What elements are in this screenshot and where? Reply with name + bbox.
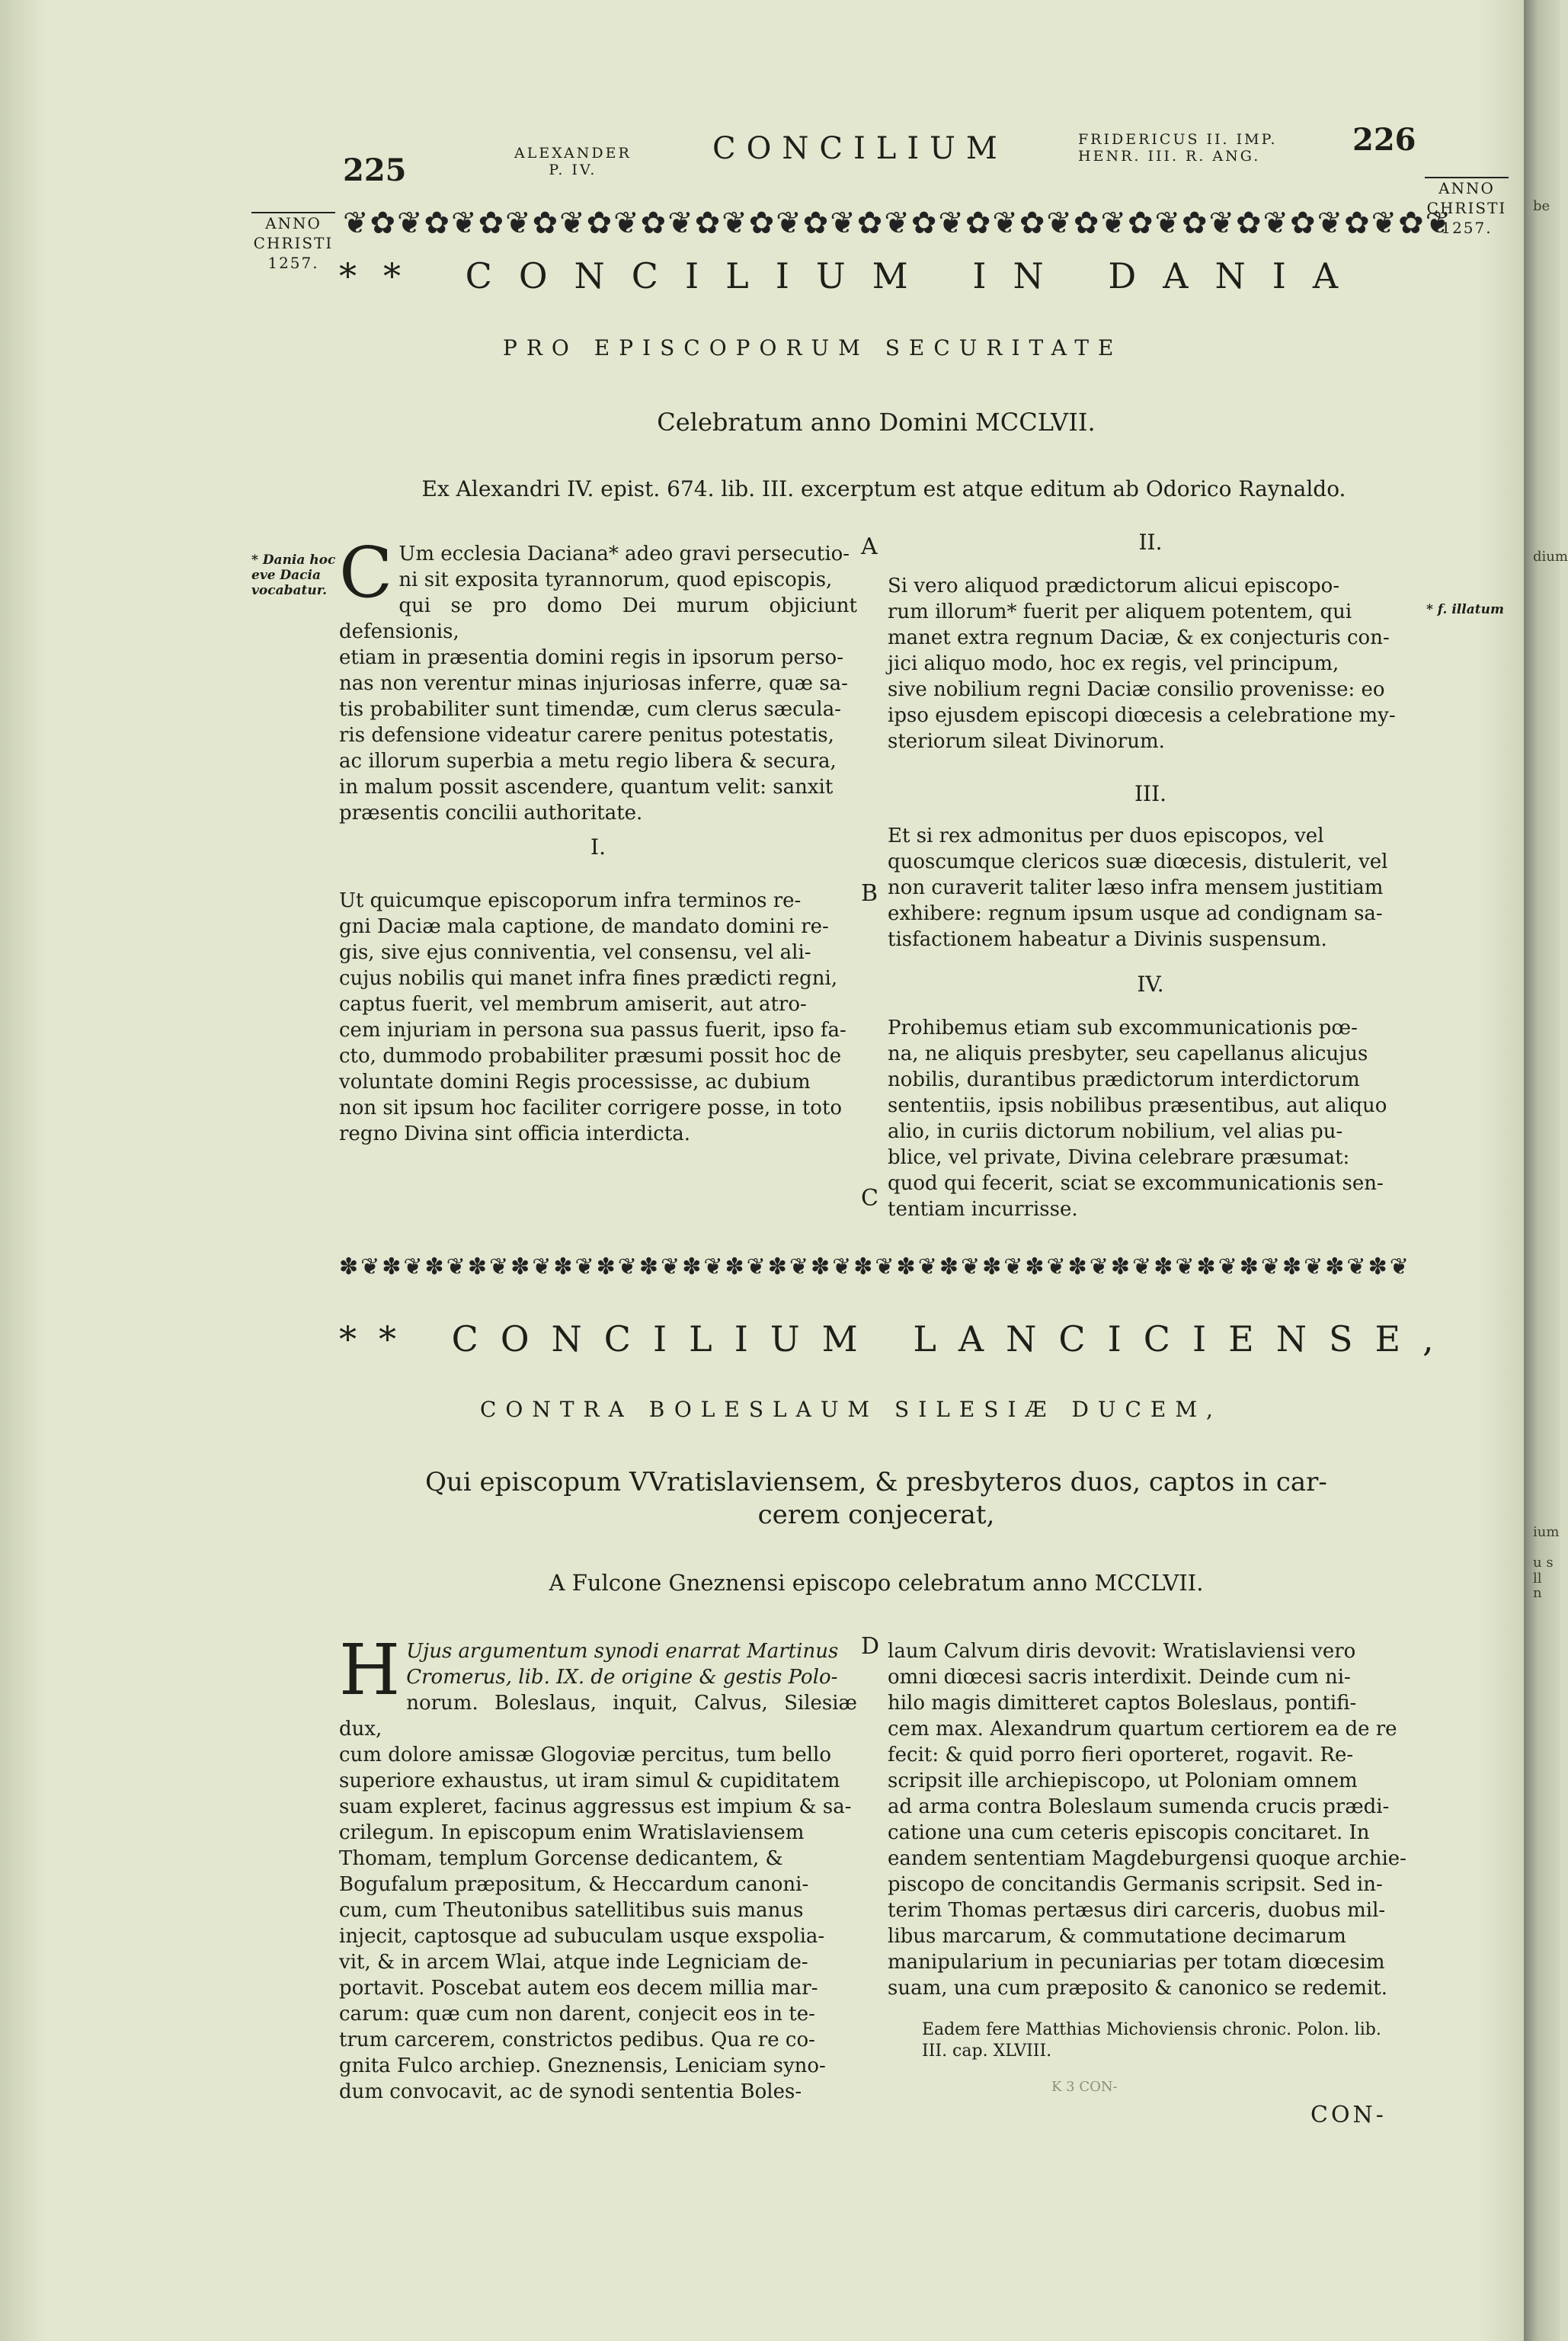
canon-number-4: IV. — [1137, 972, 1164, 997]
text-line: non curaverit taliter læso infra mensem justitiam — [888, 876, 1384, 899]
text-line: laum Calvum diris devovit: Wratislaviensi vero — [888, 1640, 1356, 1663]
anno-year: 1257. — [267, 254, 319, 272]
text-line: alio, in curiis dictorum nobilium, vel alias pu- — [888, 1120, 1343, 1143]
text-line: regno Divina sint officia interdicta. — [339, 1122, 691, 1145]
section-subtitle-lanciciense: CONTRA BOLESLAUM SILESIÆ DUCEM, — [480, 1397, 1222, 1422]
text-line: suam expleret, facinus aggressus est impium & sa- — [339, 1795, 852, 1818]
text-line: crilegum. In episcopum enim Wratislaviensem — [339, 1821, 805, 1844]
text-line: ni sit exposita tyrannorum, quod episcopis, — [398, 568, 833, 591]
text-line: carum: quæ cum non darent, conjecit eos in te- — [339, 2003, 815, 2026]
text-line: Ut quicumque episcoporum infra terminos re- — [339, 889, 802, 912]
section-title-lanciciense — [339, 1318, 1456, 1359]
text-line: Bogufalum præpositum, & Heccardum canoni- — [339, 1873, 809, 1896]
anno-line: CHRISTI — [253, 234, 334, 252]
margin-note-line: eve Dacia — [251, 568, 322, 583]
margin-note-line: vocabatur. — [251, 583, 328, 598]
drop-cap: H — [339, 1629, 401, 1711]
description-line-1: Qui episcopum VVratislaviensem, & presbyteros duos, captos in car- — [425, 1467, 1327, 1497]
margin-note-illatum: * f. illatum — [1426, 602, 1504, 617]
gutter-note: dium — [1533, 549, 1568, 565]
text-line: jici aliquo modo, hoc ex regis, vel principum, — [888, 652, 1339, 675]
canon-number-3: III. — [1134, 781, 1167, 806]
anno-line: CHRISTI — [1426, 199, 1507, 217]
catchword: CON- — [1310, 2102, 1387, 2128]
text-line: dum convocavit, ac de synodi sententia Boles- — [339, 2080, 802, 2103]
text-line: Si vero aliquod prædictorum alicui episcopo- — [888, 575, 1340, 597]
text-line: gnita Fulco archiep. Gneznensis, Leniciam syno- — [339, 2054, 826, 2077]
text-line: steriorum sileat Divinorum. — [888, 730, 1165, 753]
text-line: norum. Boleslaus, inquit, Calvus, Silesiæ dux, — [339, 1692, 857, 1741]
text-line: Thomam, templum Gorcense dedicantem, & — [339, 1847, 783, 1870]
column-marker-a: A — [861, 533, 878, 560]
text-line: Ujus argumentum synodi enarrat Martinus — [406, 1640, 839, 1663]
text-line: manet extra regnum Daciæ, & ex conjecturis con- — [888, 626, 1390, 649]
text-line: terim Thomas pertæsus diri carceris, duobus mil- — [888, 1899, 1386, 1922]
text-line: cem max. Alexandrum quartum certiorem ea de re — [888, 1718, 1397, 1741]
text-line: cto, dummodo probabiliter præsumi possit hoc de — [339, 1045, 842, 1068]
section-subtitle-dania: PRO EPISCOPORUM SECURITATE — [503, 335, 1123, 360]
celebratum-lanciciense: A Fulcone Gneznensi episcopo celebratum anno MCCLVII. — [549, 1570, 1204, 1596]
text-line: na, ne aliquis presbyter, seu capellanus alicujus — [888, 1042, 1368, 1065]
canon-number-2: II. — [1138, 530, 1163, 555]
text-line: gni Daciæ mala captione, de mandato domini re- — [339, 915, 829, 938]
text-line: captus fuerit, vel membrum amiserit, aut atro- — [339, 993, 807, 1016]
gutter-note: ium — [1533, 1524, 1560, 1540]
celebratum-dania: Celebratum anno Domini MCCLVII. — [657, 408, 1096, 437]
lanciciense-left-column — [339, 1629, 857, 2105]
text-line: cum, cum Theutonibus satellitibus suis manus — [339, 1899, 804, 1922]
text-line: cum dolore amissæ Glogoviæ percitus, tum bello — [339, 1744, 832, 1766]
footnote-line: Eadem fere Matthias Michoviensis chronic. Polon. lib. — [922, 2020, 1381, 2039]
running-head-line: HENR. III. R. ANG. — [1078, 148, 1261, 165]
text-line: catione una cum ceteris episcopis concitaret. In — [888, 1821, 1370, 1844]
text-line: manipularium in pecuniarias per totam diœcesim — [888, 1951, 1385, 1974]
footnote-michoviensis — [922, 2019, 1417, 2062]
text-line: hilo magis dimitteret captos Boleslaus, pontifi- — [888, 1692, 1357, 1715]
text-line: in malum possit ascendere, quantum velit: sanxit — [339, 776, 834, 799]
gutter-note: be — [1533, 198, 1550, 214]
text-line: nobilis, durantibus prædictorum interdictorum — [888, 1068, 1360, 1091]
text-line: ipso ejusdem episcopi diœcesis a celebratione my- — [888, 704, 1396, 727]
text-line: cem injuriam in persona sua passus fuerit, ipso fa- — [339, 1019, 846, 1042]
text-line: trum carcerem, constrictos pedibus. Qua re co- — [339, 2029, 815, 2051]
text-line: cujus nobilis qui manet infra fines prædicti regni, — [339, 967, 838, 990]
running-head-line: FRIDERICUS II. IMP. — [1078, 131, 1278, 148]
signature-bleed: K 3 CON- — [1051, 2079, 1118, 2095]
canon-4-text — [888, 1015, 1413, 1222]
text-line: scripsit ille archiepiscopo, ut Poloniam omnem — [888, 1769, 1358, 1792]
description-line-2: cerem conjecerat, — [757, 1500, 995, 1530]
intro-paragraph-dania — [339, 532, 857, 826]
anno-line: ANNO — [265, 214, 322, 232]
gutter-note: u s ll — [1533, 1555, 1554, 1587]
text-line: Cromerus, lib. IX. de origine & gestis Polo- — [406, 1666, 838, 1689]
page-number-right: 226 — [1352, 122, 1416, 158]
text-line: Et si rex admonitus per duos episcopos, vel — [888, 825, 1324, 847]
running-head-line: ALEXANDER — [514, 145, 632, 162]
running-head-left — [514, 145, 632, 178]
running-title: CONCILIUM — [712, 131, 1008, 166]
title-prefix: ** — [339, 255, 427, 296]
text-line: fecit: & quid porro fieri oporteret, rogavit. Re- — [888, 1744, 1354, 1766]
column-marker-d: D — [861, 1633, 880, 1660]
text-line: ac illorum superbia a metu regio libera & secura, — [339, 750, 837, 773]
text-line: rum illorum* fuerit per aliquem potentem, qui — [888, 600, 1352, 623]
gutter-note: n — [1533, 1585, 1542, 1601]
margin-note-line: * Dania hoc — [251, 552, 336, 568]
text-line: blice, vel private, Divina celebrare præsumat: — [888, 1146, 1350, 1169]
text-line: præsentis concilii authoritate. — [339, 802, 643, 825]
text-line: Prohibemus etiam sub excommunicationis pœ- — [888, 1017, 1358, 1039]
facing-page-edge — [1524, 0, 1560, 2341]
ornament-band-top: ❦✿❦✿❦✿❦✿❦✿❦✿❦✿❦✿❦✿❦✿❦✿❦✿❦✿❦✿❦✿❦✿❦✿❦✿❦✿❦✿❦ — [343, 206, 1453, 241]
canon-1-text — [339, 888, 857, 1147]
drop-cap: C — [339, 532, 393, 613]
text-line: suam, una cum præposito & canonico se redemit. — [888, 1977, 1388, 2000]
column-marker-c: C — [861, 1185, 878, 1212]
canon-number-1: I. — [590, 834, 606, 860]
text-line: injecit, captosque ad subuculam usque exspolia- — [339, 1925, 825, 1948]
text-line: quoscumque clericos suæ diœcesis, distulerit, vel — [888, 850, 1388, 873]
text-line: gis, sive ejus conniventia, vel consensu, vel ali- — [339, 941, 811, 964]
footnote-line: III. cap. XLVIII. — [922, 2042, 1052, 2061]
text-line: tis probabiliter sunt timendæ, cum clerus sæcula- — [339, 698, 842, 721]
running-head-line: P. IV. — [549, 162, 597, 178]
ornament-band-middle: ✽❦✽❦✽❦✽❦✽❦✽❦✽❦✽❦✽❦✽❦✽❦✽❦✽❦✽❦✽❦✽❦✽❦✽❦✽❦✽❦✽❦✽❦✽❦✽❦✽❦ — [339, 1254, 1411, 1280]
page-number-left: 225 — [343, 152, 407, 188]
text-line: sententiis, ipsis nobilibus præsentibus, aut aliquo — [888, 1094, 1387, 1117]
text-line: tentiam incurrisse. — [888, 1198, 1078, 1221]
text-line: sive nobilium regni Daciæ consilio provenisse: eo — [888, 678, 1385, 701]
text-line: superiore exhaustus, ut iram simul & cupiditatem — [339, 1769, 840, 1792]
title-prefix: ** — [339, 1318, 418, 1359]
text-line: ris defensione videatur carere penitus potestatis, — [339, 724, 834, 747]
text-line: vit, & in arcem Wlai, atque inde Legniciam de- — [339, 1951, 808, 1974]
text-line: Um ecclesia Daciana* adeo gravi persecutio- — [398, 543, 850, 565]
text-line: portavit. Poscebat autem eos decem millia mar- — [339, 1977, 818, 2000]
text-line: libus marcarum, & commutatione decimarum — [888, 1925, 1346, 1948]
canon-3-text — [888, 823, 1413, 953]
margin-note-dania — [251, 552, 335, 598]
text-line: omni diœcesi sacris interdixit. Deinde cum ni- — [888, 1666, 1351, 1689]
text-line: voluntate domini Regis processisse, ac dubium — [339, 1071, 811, 1094]
running-head-right — [1078, 131, 1278, 165]
text-line: nas non verentur minas injuriosas inferre, quæ sa- — [339, 672, 848, 695]
anno-christi-left — [251, 212, 335, 273]
source-note-dania: Ex Alexandri IV. epist. 674. lib. III. excerptum est atque editum ab Odorico Raynaldo. — [421, 476, 1346, 501]
text-line: exhibere: regnum ipsum usque ad condignam sa- — [888, 902, 1383, 925]
text-line: eandem sententiam Magdeburgensi quoque archie- — [888, 1847, 1406, 1870]
title-text: CONCILIUM LANCICIENSE, — [451, 1318, 1456, 1359]
text-line: non sit ipsum hoc faciliter corrigere posse, in toto — [339, 1097, 843, 1119]
text-line: quod qui fecerit, sciat se excommunicationis sen- — [888, 1172, 1384, 1195]
canon-2-text — [888, 573, 1413, 754]
anno-line: ANNO — [1438, 179, 1495, 197]
text-line: etiam in præsentia domini regis in ipsorum perso- — [339, 646, 843, 669]
lanciciense-right-column — [888, 1638, 1413, 2001]
text-line: piscopo de concitandis Germanis scripsit. Sed in- — [888, 1873, 1383, 1896]
column-marker-b: B — [861, 880, 878, 907]
section-title-dania — [339, 255, 1365, 296]
title-text: CONCILIUM IN DANIA — [465, 255, 1365, 296]
anno-year: 1257. — [1441, 219, 1493, 237]
text-line: qui se pro domo Dei murum objiciunt defensionis, — [339, 594, 857, 643]
text-line: ad arma contra Boleslaum sumenda crucis prædi- — [888, 1795, 1390, 1818]
text-line: tisfactionem habeatur a Divinis suspensum. — [888, 928, 1327, 951]
